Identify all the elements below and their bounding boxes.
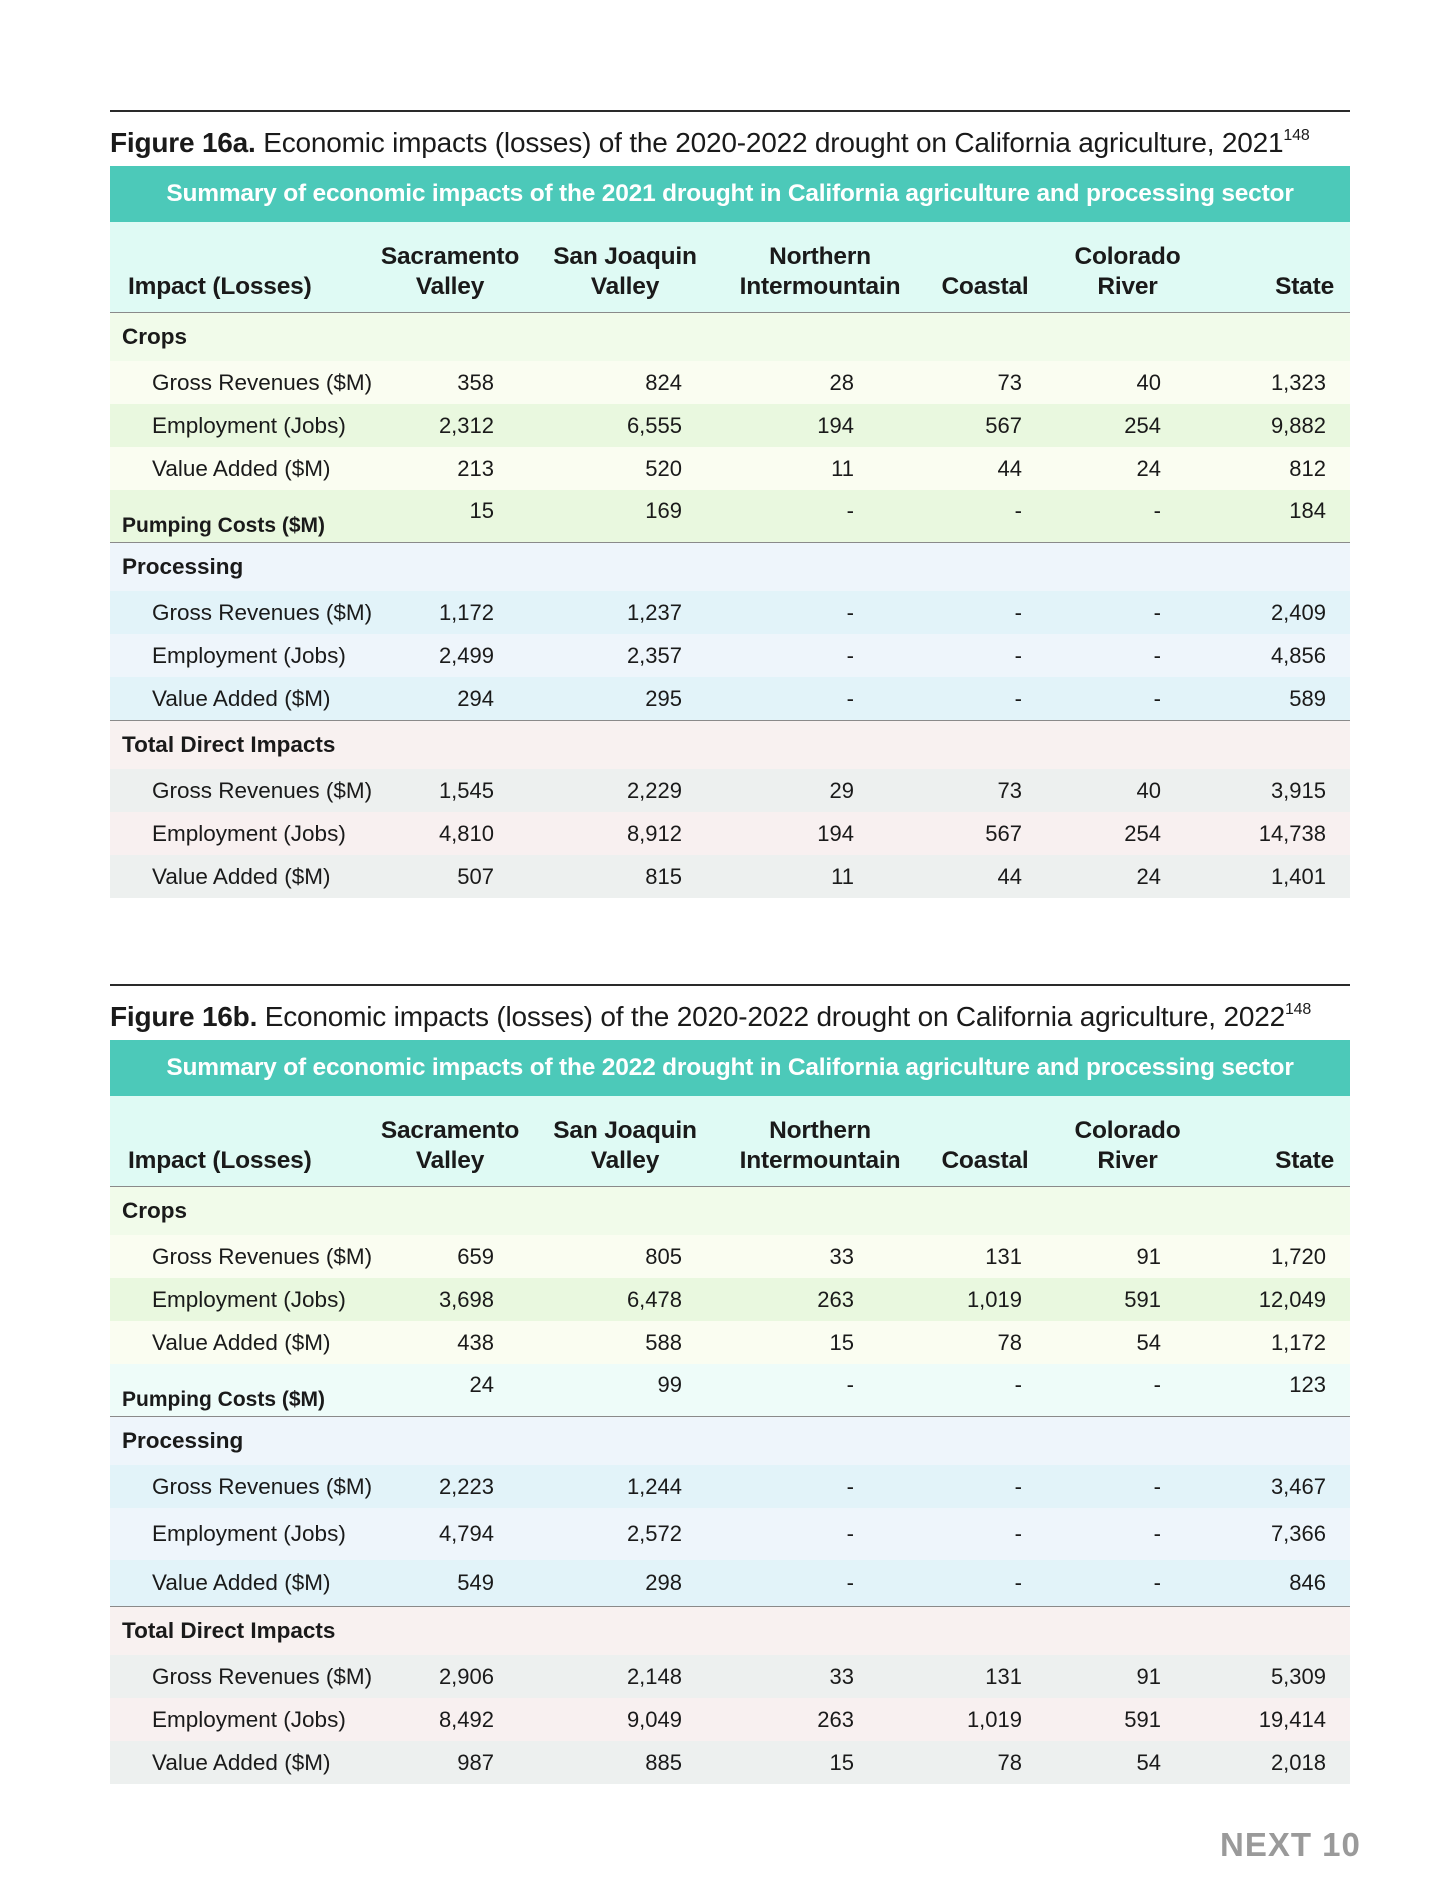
row-label: Gross Revenues ($M): [152, 1243, 373, 1269]
row-label: Gross Revenues ($M): [152, 599, 373, 625]
footnote-ref: 148: [1284, 1001, 1312, 1018]
value-cell: 2,906: [438, 1663, 494, 1689]
value-cell: -: [846, 1473, 854, 1499]
row-label: Gross Revenues ($M): [152, 369, 373, 395]
table-row: [110, 404, 1350, 447]
figure-label: Figure 16a.: [110, 127, 256, 158]
figure-16b: [110, 984, 1350, 1784]
value-cell: -: [1014, 1473, 1022, 1499]
column-header: State: [1275, 1147, 1334, 1174]
impacts-table: [110, 1096, 1350, 1784]
section-label: Processing: [110, 1417, 370, 1466]
row-label: Employment (Jobs): [152, 820, 346, 846]
table-row: [110, 634, 1350, 677]
row-label: Employment (Jobs): [152, 1286, 346, 1312]
value-cell: 15: [469, 498, 494, 523]
section-row: [110, 313, 1350, 362]
value-cell: 438: [457, 1329, 494, 1355]
value-cell: 1,019: [966, 1286, 1022, 1312]
value-cell: 131: [985, 1243, 1022, 1269]
value-cell: 520: [645, 455, 682, 481]
row-label: Value Added ($M): [152, 1329, 331, 1355]
value-cell: -: [846, 1570, 854, 1595]
value-cell: 40: [1136, 777, 1161, 803]
value-cell: 8,492: [438, 1706, 494, 1732]
value-cell: 567: [985, 412, 1022, 438]
value-cell: 591: [1124, 1286, 1161, 1312]
value-cell: -: [846, 599, 854, 625]
value-cell: 1,244: [626, 1473, 682, 1499]
value-cell: -: [1153, 1521, 1161, 1546]
value-cell: 4,810: [438, 820, 494, 846]
value-cell: 15: [829, 1749, 854, 1775]
column-header: Sacramento Valley: [380, 1117, 520, 1174]
section-row: [110, 543, 1350, 592]
figure-16a: [110, 110, 1350, 898]
table-row: [110, 1321, 1350, 1364]
next-10-logo: NEXT 10: [1220, 1826, 1361, 1863]
value-cell: -: [1014, 1521, 1022, 1546]
table-row: [110, 677, 1350, 721]
value-cell: 9,882: [1270, 412, 1326, 438]
value-cell: 24: [1136, 863, 1161, 889]
figure-rule: [110, 984, 1350, 986]
value-cell: 91: [1136, 1243, 1161, 1269]
row-label: Employment (Jobs): [152, 412, 346, 438]
value-cell: 11: [831, 455, 854, 481]
section-label: Processing: [110, 543, 370, 592]
value-cell: 885: [645, 1749, 682, 1775]
value-cell: 263: [817, 1286, 854, 1312]
value-cell: 78: [997, 1749, 1022, 1775]
value-cell: 54: [1136, 1749, 1161, 1775]
value-cell: -: [846, 1521, 854, 1546]
column-header: Colorado River: [1074, 1117, 1181, 1174]
value-cell: 131: [985, 1663, 1022, 1689]
value-cell: 44: [997, 455, 1022, 481]
column-header: Impact (Losses): [128, 273, 312, 300]
value-cell: 9,049: [626, 1706, 682, 1732]
column-header: State: [1275, 273, 1334, 300]
value-cell: 44: [997, 863, 1022, 889]
value-cell: 1,545: [438, 777, 494, 803]
value-cell: 254: [1124, 412, 1161, 438]
table-row: [110, 1698, 1350, 1741]
row-label: Value Added ($M): [152, 685, 331, 711]
value-cell: 294: [457, 685, 494, 711]
value-cell: 184: [1289, 498, 1326, 523]
value-cell: 295: [645, 685, 682, 711]
row-label: Value Added ($M): [152, 863, 331, 889]
value-cell: 1,720: [1270, 1243, 1326, 1269]
value-cell: 1,172: [438, 599, 494, 625]
figure-rule: [110, 110, 1350, 112]
row-label: Gross Revenues ($M): [152, 777, 373, 803]
column-header: Northern Intermountain: [739, 243, 901, 300]
value-cell: 358: [457, 369, 494, 395]
value-cell: 3,915: [1270, 777, 1326, 803]
table-row: [110, 591, 1350, 634]
value-cell: 589: [1289, 685, 1326, 711]
value-cell: -: [1153, 599, 1161, 625]
value-cell: 824: [645, 369, 682, 395]
value-cell: 507: [457, 863, 494, 889]
row-label: Value Added ($M): [152, 1749, 331, 1775]
table-row: [110, 1741, 1350, 1784]
column-header: Northern Intermountain: [739, 1117, 901, 1174]
column-header: Impact (Losses): [128, 1147, 312, 1174]
section-label: Total Direct Impacts: [110, 1607, 370, 1656]
value-cell: 14,738: [1258, 820, 1326, 846]
table-row: [110, 1560, 1350, 1607]
section-row: [110, 1417, 1350, 1466]
section-label: Crops: [110, 1187, 370, 1236]
value-cell: 24: [1136, 455, 1161, 481]
section-row: [110, 1607, 1350, 1656]
value-cell: 11: [831, 863, 854, 889]
table-row: [110, 1278, 1350, 1321]
value-cell: -: [1153, 685, 1161, 711]
value-cell: 1,172: [1270, 1329, 1326, 1355]
section-label: Crops: [110, 313, 370, 362]
value-cell: 2,572: [626, 1521, 682, 1546]
row-label: Employment (Jobs): [152, 1521, 346, 1546]
pumping-row: [110, 490, 1350, 543]
value-cell: 549: [457, 1570, 494, 1595]
table-banner: Summary of economic impacts of the 2021 drought in California agriculture and processing sector: [110, 166, 1350, 222]
value-cell: 254: [1124, 820, 1161, 846]
value-cell: 73: [997, 777, 1022, 803]
figure-caption: Economic impacts (losses) of the 2020-2022 drought on California agriculture, 2021: [263, 127, 1284, 158]
value-cell: 5,309: [1270, 1663, 1326, 1689]
value-cell: 263: [817, 1706, 854, 1732]
column-header: San Joaquin Valley: [553, 1117, 697, 1174]
table-row: [110, 361, 1350, 404]
value-cell: 213: [457, 455, 494, 481]
table-row: [110, 1465, 1350, 1508]
value-cell: 1,323: [1270, 369, 1326, 395]
value-cell: 987: [457, 1749, 494, 1775]
column-header: Coastal: [941, 1147, 1029, 1174]
figure-caption: Economic impacts (losses) of the 2020-2022 drought on California agriculture, 2022: [264, 1001, 1285, 1032]
value-cell: -: [1153, 498, 1161, 523]
value-cell: 298: [645, 1570, 682, 1595]
value-cell: 1,019: [966, 1706, 1022, 1732]
value-cell: -: [846, 685, 854, 711]
value-cell: -: [1153, 1372, 1161, 1397]
value-cell: 4,794: [438, 1521, 494, 1546]
value-cell: 591: [1124, 1706, 1161, 1732]
value-cell: 2,148: [626, 1663, 682, 1689]
row-label: Employment (Jobs): [152, 1706, 346, 1732]
header-row: [110, 222, 1350, 313]
value-cell: -: [1014, 1372, 1022, 1397]
value-cell: 3,698: [438, 1286, 494, 1312]
value-cell: 24: [469, 1372, 494, 1397]
value-cell: 8,912: [626, 820, 682, 846]
value-cell: 54: [1136, 1329, 1161, 1355]
value-cell: 846: [1289, 1570, 1326, 1595]
column-header: San Joaquin Valley: [553, 243, 697, 300]
value-cell: 78: [997, 1329, 1022, 1355]
value-cell: 194: [817, 820, 854, 846]
row-label: Value Added ($M): [152, 1570, 331, 1595]
value-cell: 169: [645, 498, 682, 523]
row-label: Gross Revenues ($M): [152, 1473, 373, 1499]
value-cell: 6,478: [626, 1286, 682, 1312]
section-label: Total Direct Impacts: [110, 721, 370, 770]
value-cell: -: [1153, 1473, 1161, 1499]
table-row: [110, 769, 1350, 812]
figure-title: [110, 126, 1350, 166]
value-cell: 588: [645, 1329, 682, 1355]
value-cell: 6,555: [626, 412, 682, 438]
table-row: [110, 855, 1350, 898]
value-cell: -: [1014, 498, 1022, 523]
value-cell: 15: [829, 1329, 854, 1355]
value-cell: 194: [817, 412, 854, 438]
value-cell: 28: [829, 369, 854, 395]
figure-label: Figure 16b.: [110, 1001, 258, 1032]
value-cell: 12,049: [1258, 1286, 1326, 1312]
value-cell: 1,237: [626, 599, 682, 625]
value-cell: 805: [645, 1243, 682, 1269]
pumping-row: [110, 1364, 1350, 1417]
value-cell: 567: [985, 820, 1022, 846]
value-cell: 7,366: [1270, 1521, 1326, 1546]
value-cell: 2,499: [438, 642, 494, 668]
value-cell: 4,856: [1270, 642, 1326, 668]
value-cell: 91: [1136, 1663, 1161, 1689]
table-row: [110, 1655, 1350, 1698]
value-cell: 815: [645, 863, 682, 889]
table-row: [110, 1508, 1350, 1560]
column-header: Colorado River: [1074, 243, 1181, 300]
table-row: [110, 1235, 1350, 1278]
row-label: Gross Revenues ($M): [152, 1663, 373, 1689]
header-row: [110, 1096, 1350, 1187]
value-cell: -: [1014, 642, 1022, 668]
value-cell: 2,018: [1270, 1749, 1326, 1775]
value-cell: 40: [1136, 369, 1161, 395]
value-cell: 3,467: [1270, 1473, 1326, 1499]
value-cell: -: [1014, 1570, 1022, 1595]
value-cell: 33: [829, 1243, 854, 1269]
column-header: Sacramento Valley: [380, 243, 520, 300]
impacts-table: [110, 222, 1350, 898]
value-cell: 73: [997, 369, 1022, 395]
column-header: Coastal: [941, 273, 1029, 300]
value-cell: 99: [657, 1372, 682, 1397]
row-label: Pumping Costs ($M): [122, 514, 325, 537]
section-row: [110, 721, 1350, 770]
footnote-ref: 148: [1283, 127, 1310, 144]
value-cell: -: [846, 498, 854, 523]
value-cell: 2,357: [626, 642, 682, 668]
row-label: Value Added ($M): [152, 455, 331, 481]
value-cell: 29: [829, 777, 854, 803]
value-cell: -: [1014, 599, 1022, 625]
figure-title: [110, 1000, 1350, 1040]
table-row: [110, 447, 1350, 490]
value-cell: -: [1153, 642, 1161, 668]
value-cell: -: [846, 1372, 854, 1397]
value-cell: 123: [1289, 1372, 1326, 1397]
value-cell: 2,409: [1270, 599, 1326, 625]
table-banner: Summary of economic impacts of the 2022 drought in California agriculture and processing sector: [110, 1040, 1350, 1096]
row-label: Employment (Jobs): [152, 642, 346, 668]
value-cell: -: [1014, 685, 1022, 711]
table-row: [110, 812, 1350, 855]
value-cell: -: [846, 642, 854, 668]
value-cell: 33: [829, 1663, 854, 1689]
row-label: Pumping Costs ($M): [122, 1388, 325, 1411]
value-cell: 19,414: [1258, 1706, 1326, 1732]
value-cell: 812: [1289, 455, 1326, 481]
value-cell: 659: [457, 1243, 494, 1269]
value-cell: 2,223: [438, 1473, 494, 1499]
value-cell: 2,229: [626, 777, 682, 803]
section-row: [110, 1187, 1350, 1236]
value-cell: -: [1153, 1570, 1161, 1595]
value-cell: 1,401: [1270, 863, 1326, 889]
value-cell: 2,312: [438, 412, 494, 438]
